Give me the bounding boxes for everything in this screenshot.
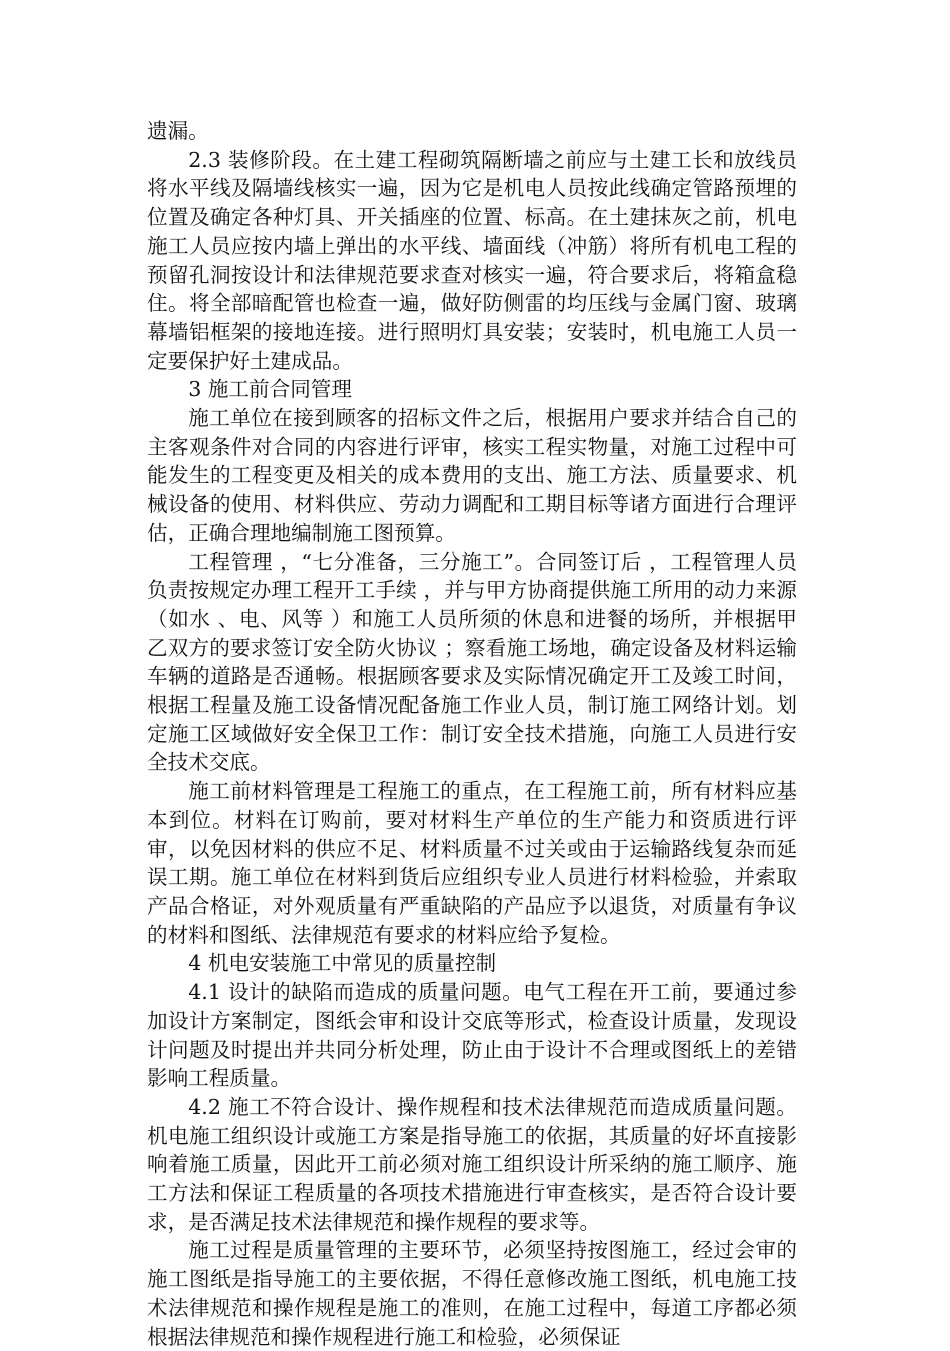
section-heading-4: 4 机电安装施工中常见的质量控制 xyxy=(188,951,497,976)
document-body xyxy=(147,117,797,1351)
paragraph-section-4-1: 4.1 设计的缺陷而造成的质量问题。电气工程在开工前，要通过参加设计方案制定，图纸会审和设计交底等形式，检查设计质量，发现设计问题及时提出并共同分析处理，防止由于设计不合理或图纸上的差错影响工程质量。 xyxy=(147,980,797,1091)
paragraph-section-2-3: 2.3 装修阶段。在土建工程砌筑隔断墙之前应与土建工长和放线员将水平线及隔墙线核实一遍，因为它是机电人员按此线确定管路预埋的位置及确定各种灯具、开关插座的位置、标高。在土建抹灰之前，机电施工人员应按内墙上弹出的水平线、墙面线（冲筋）将所有机电工程的预留孔洞按设计和法律规范要求查对核实一遍，符合要求后，将箱盒稳住。将全部暗配管也检查一遍，做好防侧雷的均压线与金属门窗、玻璃幕墙铝框架的接地连接。进行照明灯具安装；安装时，机电施工人员一定要保护好土建成品。 xyxy=(147,147,797,373)
paragraph-continuation: 遗漏。 xyxy=(147,119,209,143)
paragraph-project-management: 工程管理 ，“七分准备，三分施工”。合同签订后 ，工程管理人员负责按规定办理工程开工手续 ，并与甲方协商提供施工所用的动力来源 （如水 、电、风等 ）和施工人员所须的休息和进餐的场所，并根据甲乙双方的要求签订安全防火协议 ；察看施工场地，确定设备及材料运输车辆的道路是否通畅。根据顾客要求及实际情况确定开工及竣工时间，根据工程量及施工设备情况配备施工作业人员，制订施工网络计划。划定施工区域做好安全保卫工作：制订安全技术措施，向施工人员进行安全技术交底。 xyxy=(147,549,797,775)
paragraph-section-4-2: 4.2 施工不符合设计、操作规程和技术法律规范而造成质量问题。机电施工组织设计或施工方案是指导施工的依据，其质量的好坏直接影响着施工质量，因此开工前必须对施工组织设计所采纳的施工顺序、施工方法和保证工程质量的各项技术措施进行审查核实，是否符合设计要求，是否满足技术法律规范和操作规程的要求等。 xyxy=(147,1094,797,1234)
paragraph-construction-process: 施工过程是质量管理的主要环节，必须坚持按图施工，经过会审的施工图纸是指导施工的主要依据，不得任意修改施工图纸，机电施工技术法律规范和操作规程是施工的准则，在施工过程中，每道工序都必须根据法律规范和操作规程进行施工和检验，必须保证 xyxy=(147,1238,797,1349)
section-heading-3: 3 施工前合同管理 xyxy=(188,377,352,402)
paragraph-material-management: 施工前材料管理是工程施工的重点，在工程施工前，所有材料应基本到位。材料在订购前，要对材料生产单位的生产能力和资质进行评审，以免因材料的供应不足、材料质量不过关或由于运输路线复杂而延误工期。施工单位在材料到货后应组织专业人员进行材料检验，并索取产品合格证，对外观质量有严重缺陷的产品应予以退货，对质量有争议的材料和图纸、法律规范有要求的材料应给予复检。 xyxy=(147,779,797,947)
paragraph-contract-review: 施工单位在接到顾客的招标文件之后，根据用户要求并结合自己的主客观条件对合同的内容进行评审，核实工程实物量，对施工过程中可能发生的工程变更及相关的成本费用的支出、施工方法、质量要求、机械设备的使用、材料供应、劳动力调配和工期目标等诸方面进行合理评估，正确合理地编制施工图预算。 xyxy=(147,406,797,545)
